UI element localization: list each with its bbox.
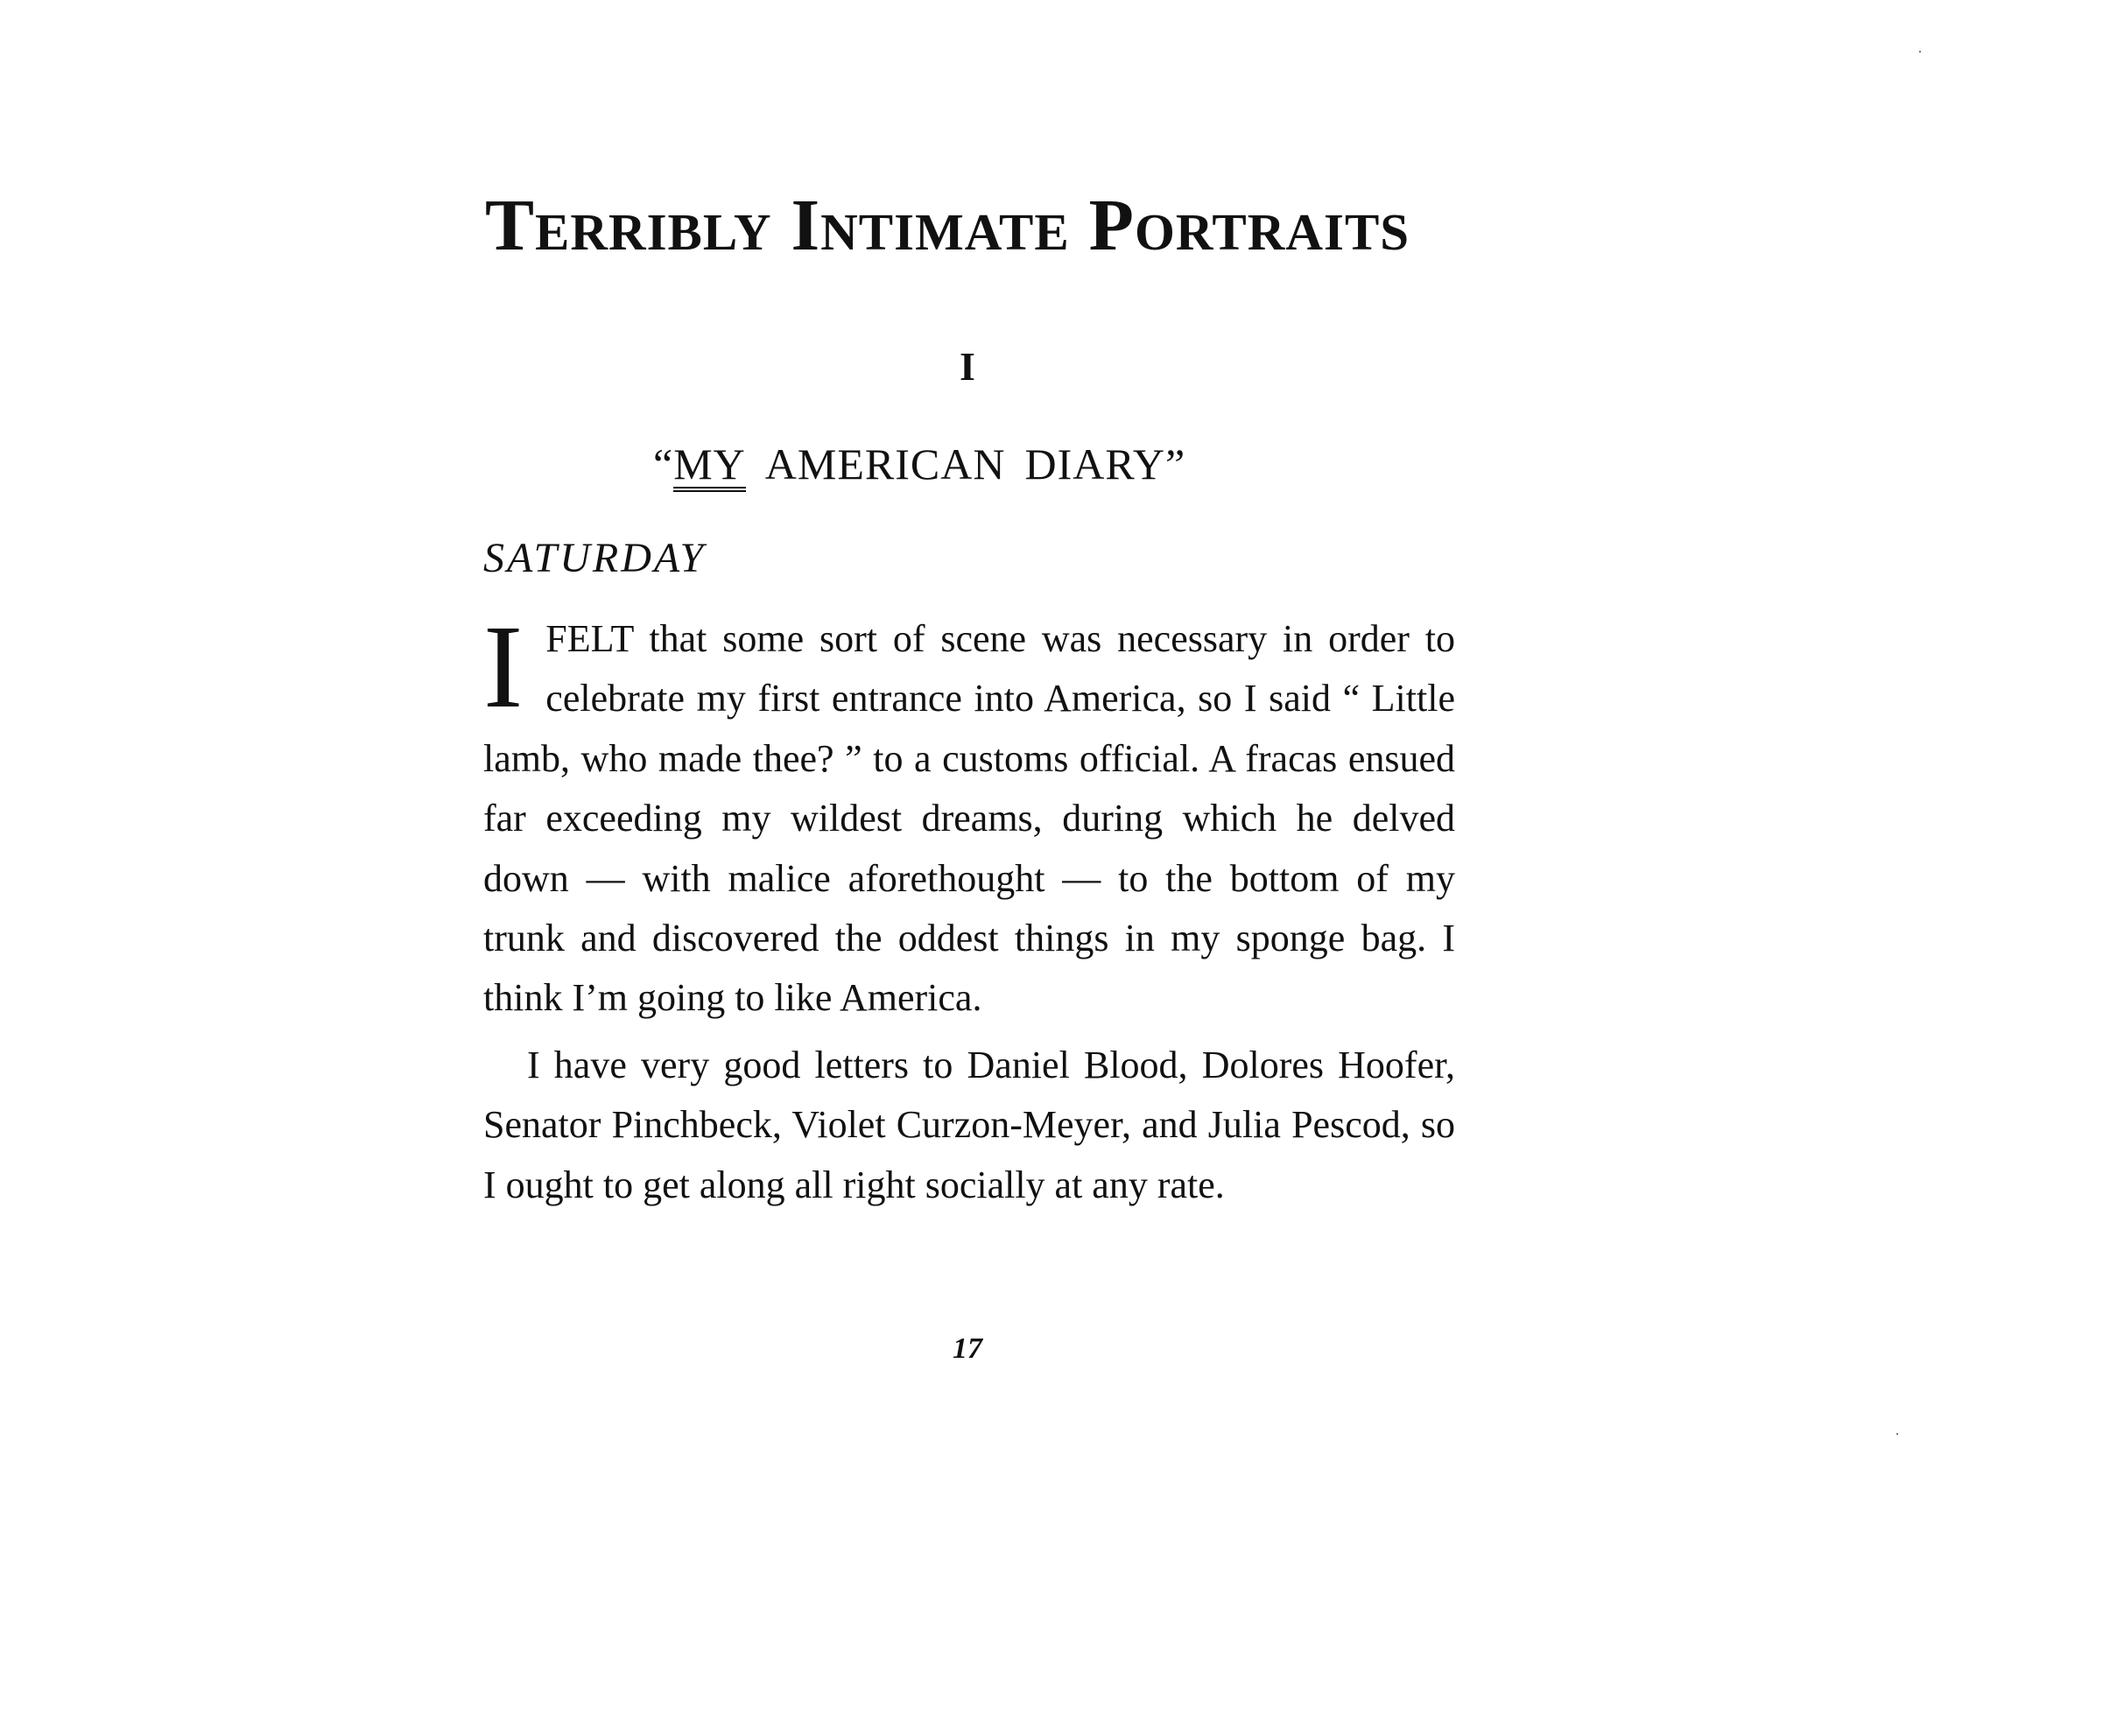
chapter-title-word-diary: DIARY [1024, 439, 1166, 488]
scan-speck [1919, 51, 1921, 53]
paragraph-1-text: FELT that some sort of scene was necessary in order to celebrate my first entrance into America, so I said “ Little lamb, who made thee? ” to a customs official. A fracas ensued far exceeding my wildest dreams, during which he delved down — with malice aforethought — to the bottom of my trunk and discovered the oddest things in my sponge bag. I think I’m going to like America. [483, 617, 1455, 1020]
chapter-title-word-american: AMERICAN [764, 439, 1006, 488]
page-title: Terribly Intimate Portraits [485, 185, 1410, 266]
paragraph-1 [483, 601, 1455, 1029]
day-heading: SATURDAY [483, 535, 707, 581]
body-text [483, 601, 1455, 1215]
paragraph-2: I have very good letters to Daniel Blood, Dolores Hoofer, Senator Pinchbeck, Violet Curzon-Meyer, and Julia Pescod, so I ought to get along all right socially at any rate. [483, 1043, 1455, 1206]
drop-cap: I [483, 601, 524, 733]
chapter-title-open-quote: “ [653, 439, 674, 488]
chapter-title-word-my: MY [673, 441, 746, 492]
chapter-title [653, 436, 1185, 492]
chapter-title-close-quote: ” [1165, 439, 1186, 488]
page-number: 17 [953, 1332, 982, 1365]
scan-speck [1896, 1433, 1898, 1435]
chapter-number: I [960, 344, 975, 389]
